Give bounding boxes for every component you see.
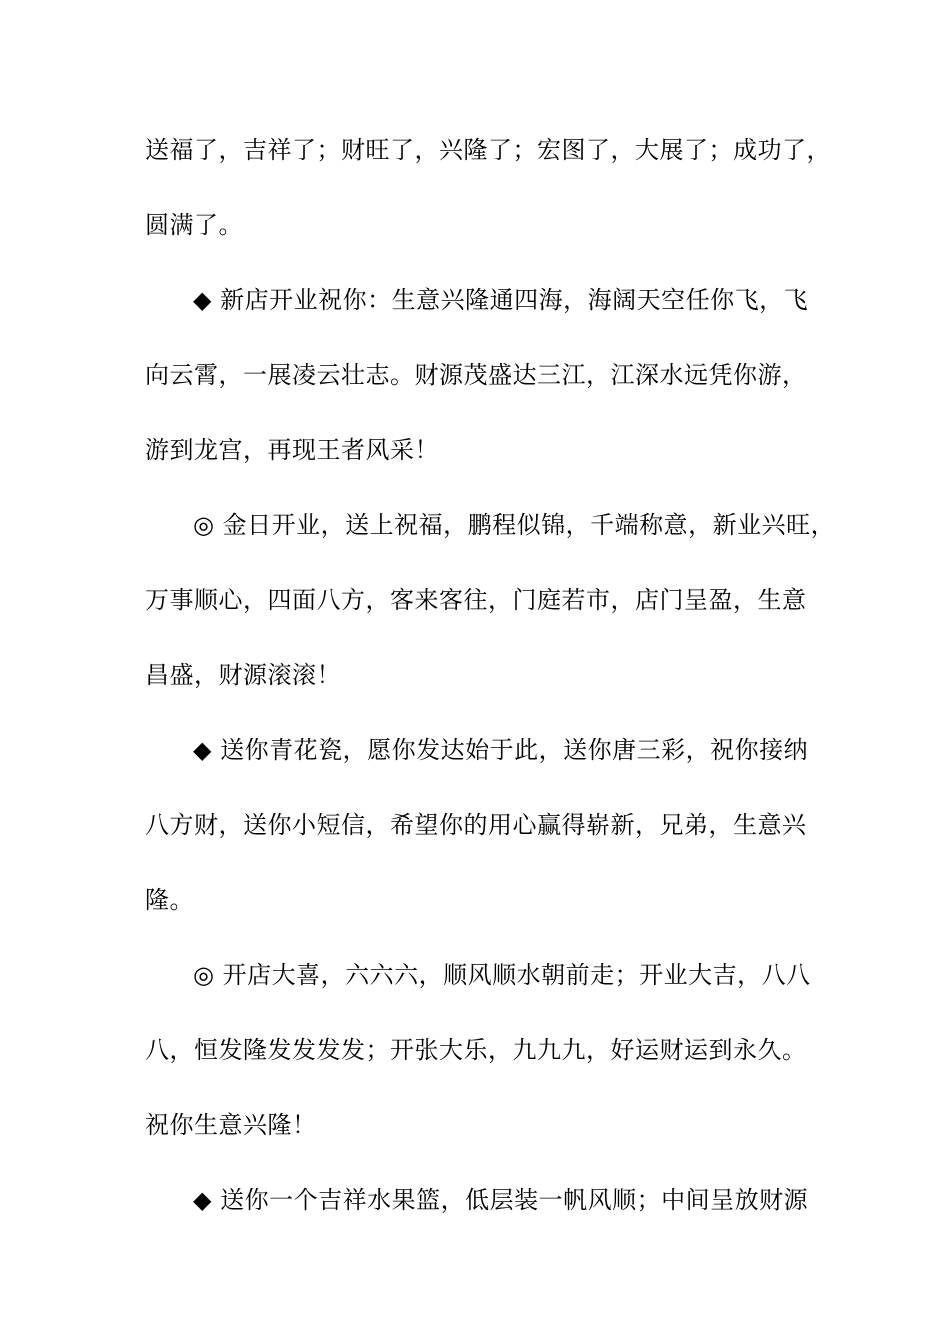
text-line-1: 送福了，吉祥了；财旺了，兴隆了；宏图了，大展了；成功了， (145, 136, 831, 164)
paragraph-circle-1-line-2: 万事顺心，四面八方，客来客往，门庭若市，店门呈盈，生意 (145, 586, 807, 614)
paragraph-diamond-2-line-1: ◆ 送你青花瓷，愿你发达始于此，送你唐三彩，祝你接纳 (193, 736, 809, 764)
text-line-2: 圆满了。 (145, 211, 243, 239)
paragraph-diamond-1-line-1: ◆ 新店开业祝你：生意兴隆通四海，海阔天空任你飞，飞 (193, 286, 809, 314)
paragraph-circle-2-line-1: ◎ 开店大喜，六六六，顺风顺水朝前走；开业大吉，八八 (193, 961, 811, 989)
paragraph-diamond-3-line-1: ◆ 送你一个吉祥水果篮，低层装一帆风顺；中间呈放财源 (193, 1186, 809, 1214)
paragraph-circle-1-line-1: ◎ 金日开业，送上祝福，鹏程似锦，千端称意，新业兴旺， (193, 511, 836, 539)
paragraph-diamond-2-line-2: 八方财，送你小短信，希望你的用心赢得崭新，兄弟，生意兴 (145, 811, 807, 839)
paragraph-circle-1-line-3: 昌盛，财源滚滚！ (145, 661, 341, 689)
paragraph-circle-2-line-3: 祝你生意兴隆！ (145, 1111, 317, 1139)
paragraph-diamond-1-line-2: 向云霄，一展凌云壮志。财源茂盛达三江，江深水远凭你游， (145, 361, 807, 389)
paragraph-diamond-2-line-3: 隆。 (145, 886, 194, 914)
paragraph-diamond-1-line-3: 游到龙宫，再现王者风采！ (145, 436, 439, 464)
paragraph-circle-2-line-2: 八，恒发隆发发发发；开张大乐，九九九，好运财运到永久。 (145, 1036, 807, 1064)
